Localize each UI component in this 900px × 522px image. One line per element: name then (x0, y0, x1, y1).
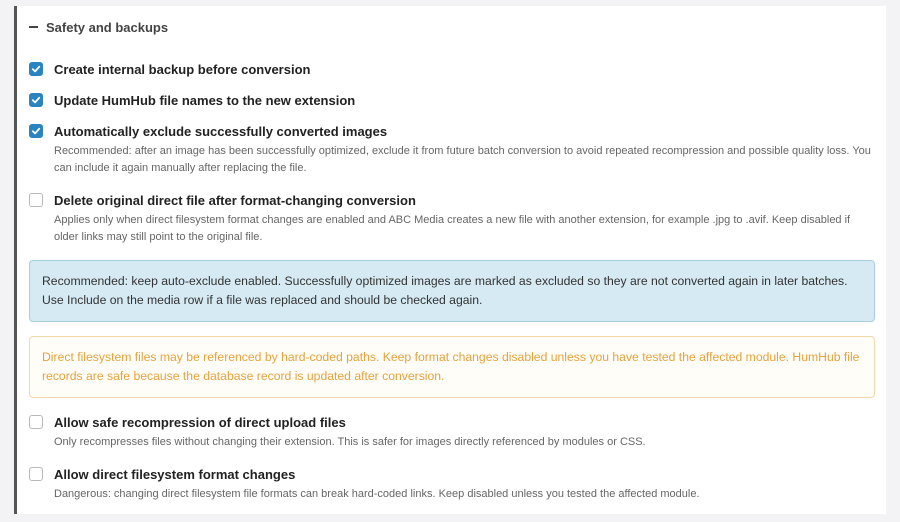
option-label: Allow direct filesystem format changes (54, 467, 296, 482)
option-auto-exclude (29, 123, 876, 177)
collapse-minus-icon[interactable] (29, 26, 38, 28)
option-update-filenames (29, 92, 876, 109)
option-safe-recompression (29, 414, 876, 451)
option-label: Update HumHub file names to the new extension (54, 93, 356, 108)
check-icon (31, 64, 41, 74)
option-delete-original (29, 192, 876, 246)
checkbox-update-filenames[interactable] (29, 93, 43, 107)
option-label: Automatically exclude successfully converted images (54, 124, 388, 139)
checkbox-format-changes[interactable] (29, 467, 43, 481)
option-description: Dangerous: changing direct filesystem file formats can break hard-coded links. Keep disabled unless you tested the affected module. (54, 488, 700, 500)
warning-alert: Direct filesystem files may be referenced by hard-coded paths. Keep format changes disabled unless you have tested the affected module. HumHub file records are safe because the database record is updated after conversion. (29, 336, 875, 398)
option-label: Delete original direct file after format-changing conversion (54, 193, 416, 208)
checkbox-delete-original[interactable] (29, 193, 43, 207)
section-header[interactable] (29, 18, 168, 36)
checkbox-safe-recompression[interactable] (29, 415, 43, 429)
section-title: Safety and backups (46, 19, 169, 35)
option-internal-backup (29, 61, 876, 78)
option-description: Applies only when direct filesystem format changes are enabled and ABC Media creates a new file with another extension, for example .jpg to .avif. Keep disabled if older links may still point to the original file. (54, 214, 851, 243)
check-icon (31, 95, 41, 105)
safety-backups-panel (14, 6, 886, 514)
checkbox-auto-exclude[interactable] (29, 124, 43, 138)
checkbox-internal-backup[interactable] (29, 62, 43, 76)
option-description: Only recompresses files without changing their extension. This is safer for images directly referenced by modules or CSS. (54, 436, 646, 448)
option-label: Create internal backup before conversion (54, 62, 311, 77)
option-format-changes (29, 466, 876, 503)
info-alert: Recommended: keep auto-exclude enabled. Successfully optimized images are marked as excluded so they are not converted again in later batches. Use Include on the media row if a file was replaced and should be checked again. (29, 260, 875, 322)
option-label: Allow safe recompression of direct upload files (54, 415, 346, 430)
check-icon (31, 126, 41, 136)
option-description: Recommended: after an image has been successfully optimized, exclude it from future batch conversion to avoid repeated recompression and possible quality loss. You can include it again manually after replacing the file. (54, 145, 871, 174)
